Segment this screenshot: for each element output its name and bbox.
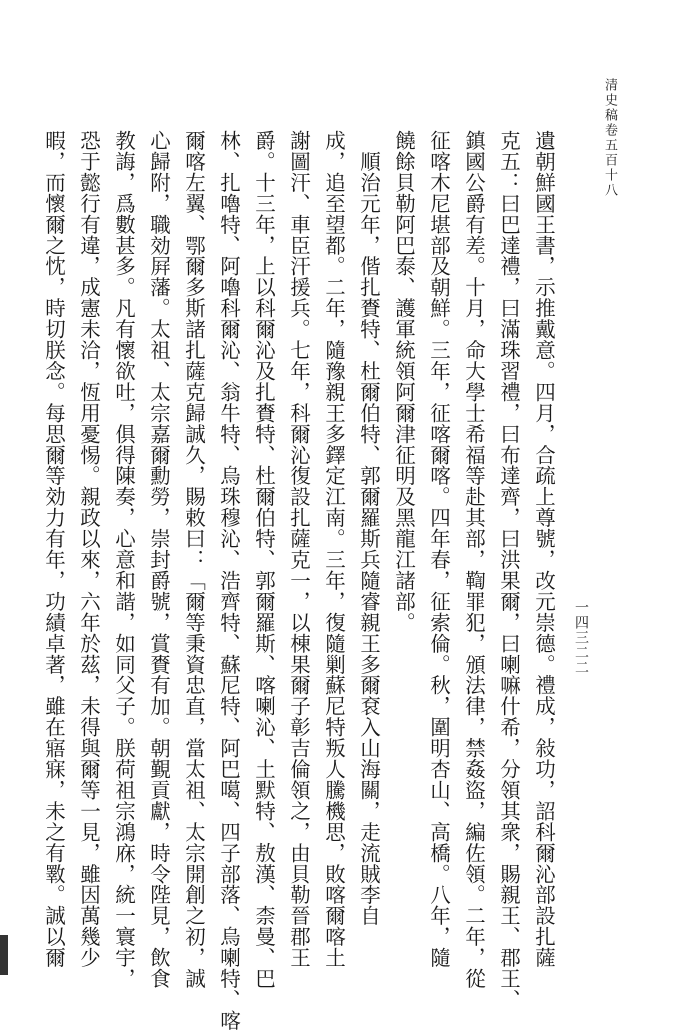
page-number: 一四三二二: [573, 600, 589, 675]
text-column-3: 鎮國公爵有差。十月，命大學士希福等赴其部，鞫罪犯，頒法律，禁姦盜，編佐領。二年，從: [461, 130, 486, 989]
running-header-title: 清史稿卷五百十八: [602, 78, 617, 198]
text-column-1: 遺朝鮮國王書，示推戴意。四月，合疏上尊號，改元崇德。禮成，敍功，詔科爾沁部設扎薩: [531, 130, 556, 968]
text-column-8: 謝圖汗、車臣汗援兵。七年，科爾沁復設扎薩克一，以棟果爾子彰吉倫領之，由貝勒晉郡王: [286, 130, 311, 968]
text-column-15: 暇，而懷爾之忱，時切朕念。每思爾等効力有年，功績卓著，雖在寤寐，未之有斁。誠以爾: [41, 130, 66, 968]
text-column-12: 心歸附，職効屛藩。太祖、太宗嘉爾勳勞，崇封爵號，賞賚有加。朝覲貢獻，時令陛見，飲食: [146, 130, 171, 989]
text-column-7: 成，追至望都。二年，隨豫親王多鐸定江南。三年，復隨剿蘇尼特叛人騰機思，敗喀爾喀土: [321, 130, 346, 968]
text-column-11: 爾喀左翼、鄂爾多斯諸扎薩克歸誠久，賜敕曰：「爾等秉資忠直，當太祖、太宗開創之初，誠: [181, 130, 206, 989]
text-column-4: 征喀木尼堪部及朝鮮。三年，征喀爾喀。四年春，征索倫。秋，圍明杏山、高橋。八年，隨: [426, 130, 451, 968]
text-column-9: 爵。十三年，上以科爾沁及扎賚特、杜爾伯特、郭爾羅斯、喀喇沁、土默特、敖漢、柰曼、巴: [251, 130, 276, 989]
text-column-5: 饒餘貝勒阿巴泰、護軍統領阿爾津征明及黑龍江諸部。: [391, 130, 416, 633]
text-column-13: 教誨，爲數甚多。凡有懷欲吐，俱得陳奏，心意和諧，如同父子。朕荷祖宗鴻庥，統一寰宇，: [111, 130, 136, 989]
text-column-10: 林、扎嚕特、阿嚕科爾沁、翁牛特、烏珠穆沁、浩齊特、蘇尼特、阿巴噶、四子部落、烏喇特、喀: [216, 130, 241, 1031]
text-column-14: 恐于懿行有違，成憲未洽，恆用憂惕。親政以來，六年於茲，未得與爾等一見，雖因萬幾少: [76, 130, 101, 968]
page-edge-mark: [0, 935, 8, 975]
text-column-2: 克五：曰巴達禮，曰滿珠習禮，曰布達齊，曰洪果爾，曰喇嘛什希，分領其衆，賜親王、郡王、: [496, 130, 521, 1010]
text-column-6: 順治元年，偕扎賚特、杜爾伯特、郭爾羅斯兵隨睿親王多爾袞入山海關，走流賊李自: [356, 130, 381, 927]
